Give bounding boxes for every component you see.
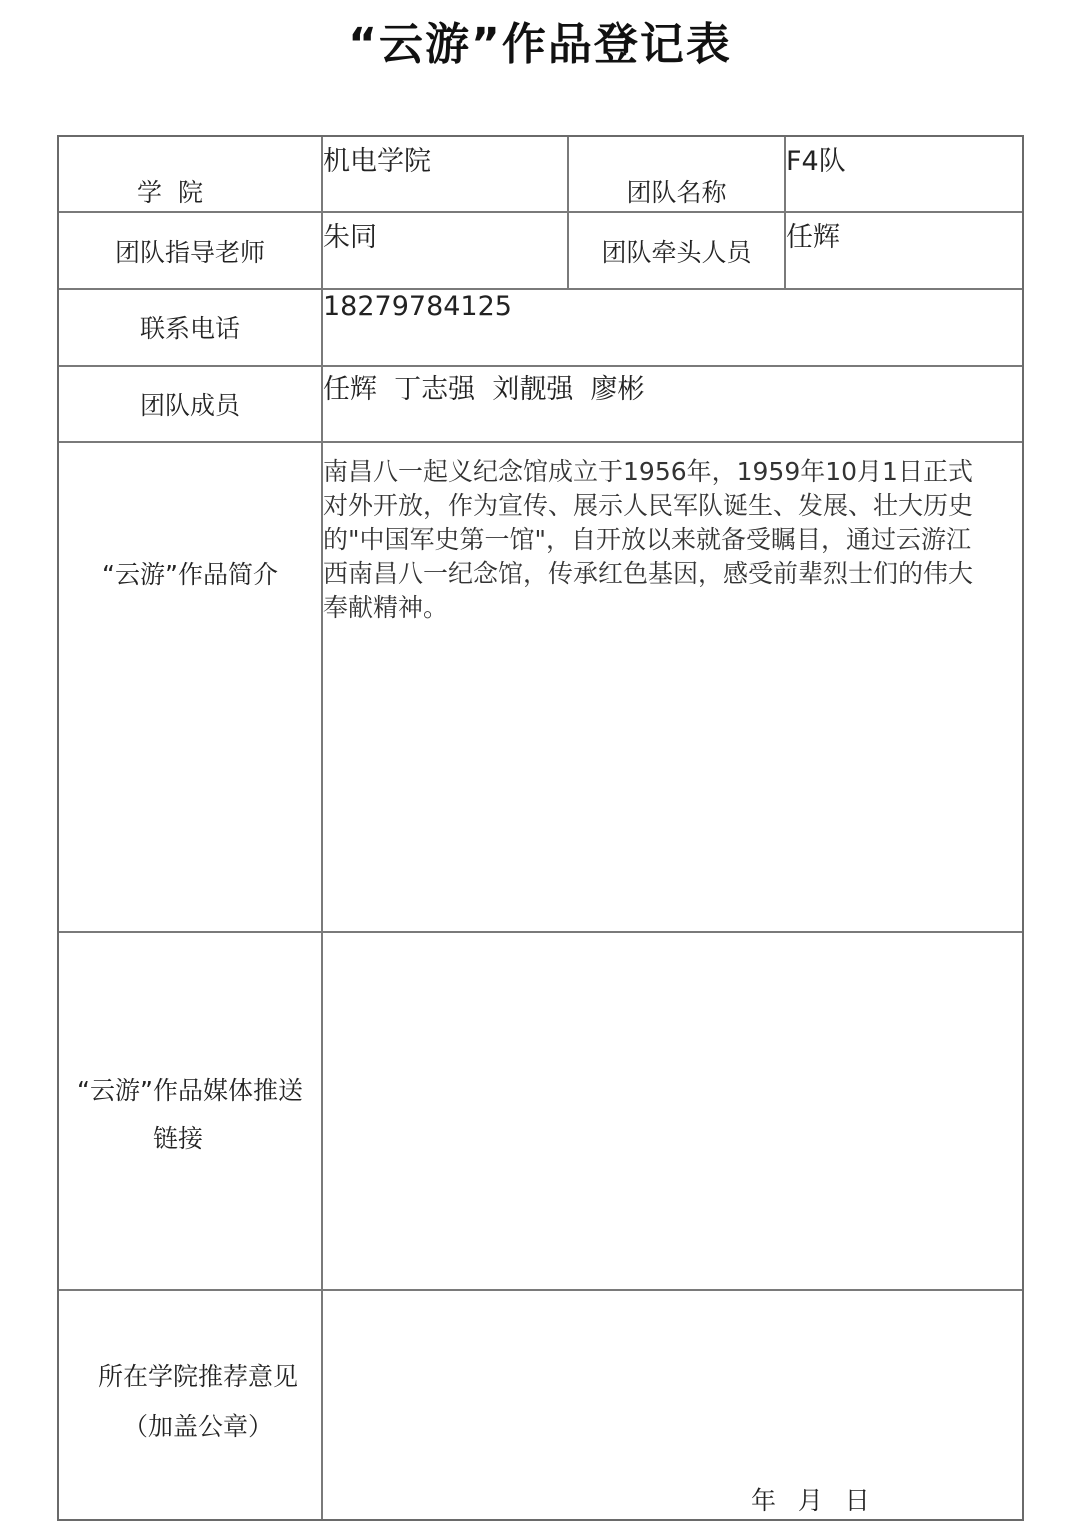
- leader-value: 任辉: [786, 222, 840, 253]
- intro-text: [323, 455, 1023, 625]
- college-label: 学 院: [137, 178, 203, 207]
- date-field: 年 月 日: [751, 1486, 872, 1515]
- leader-label: 团队牵头人员: [601, 238, 752, 267]
- members-value: 任辉 丁志强 刘靓强 廖彬: [323, 374, 645, 405]
- media-link-label-line: 链接: [152, 1124, 203, 1153]
- media-link-label-line: “云游”作品媒体推送: [77, 1076, 303, 1105]
- team-name-value: F4队: [786, 146, 846, 177]
- intro-line: 对外开放，作为宣传、展示人民军队诞生、发展、壮大历史: [323, 491, 974, 520]
- column-divider: [321, 137, 323, 1519]
- row-divider: [59, 1289, 1022, 1291]
- row-divider: [59, 441, 1022, 443]
- advisor-value: 朱同: [323, 222, 377, 253]
- intro-line: 奉献精神。: [323, 593, 449, 622]
- intro-label: “云游”作品简介: [102, 560, 278, 589]
- college-value: 机电学院: [323, 146, 431, 177]
- advisor-label: 团队指导老师: [114, 238, 265, 267]
- team-name-label: 团队名称: [626, 178, 727, 207]
- members-label: 团队成员: [139, 391, 240, 420]
- recommend-label: [59, 1352, 337, 1452]
- phone-label: 联系电话: [139, 314, 240, 343]
- phone-value: 18279784125: [323, 291, 512, 322]
- row-divider: [59, 931, 1022, 933]
- recommend-label-line: 所在学院推荐意见: [97, 1362, 298, 1391]
- document-title: “云游”作品登记表: [348, 19, 732, 70]
- registration-form: [57, 135, 1024, 1521]
- intro-line: 南昌八一起义纪念馆成立于1956年，1959年10月1日正式: [323, 457, 973, 486]
- row-divider: [59, 288, 1022, 290]
- intro-line: 的"中国军史第一馆"，自开放以来就备受瞩目，通过云游江: [323, 525, 972, 554]
- media-link-label: [59, 1067, 321, 1163]
- intro-line: 西南昌八一纪念馆，传承红色基因，感受前辈烈士们的伟大: [323, 559, 974, 588]
- recommend-label-line: （加盖公章）: [122, 1412, 273, 1441]
